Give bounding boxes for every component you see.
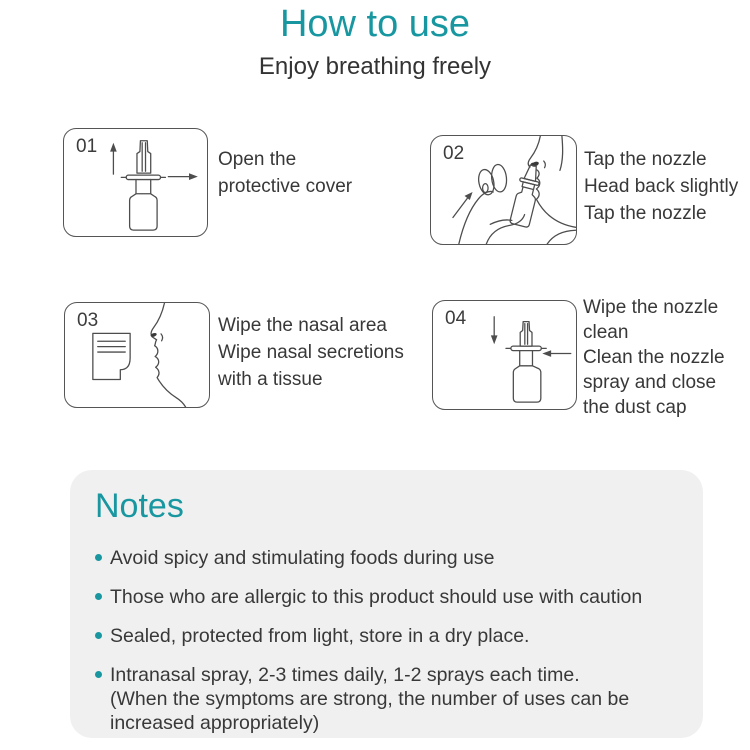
step-number: 03 [77,310,99,331]
note-text-line: increased appropriately) [110,712,320,734]
note-item [95,585,679,609]
page-title: How to use [279,3,471,45]
step-text-line: protective cover [218,176,353,197]
bullet-dot-icon [95,593,102,600]
face-profile-icon [150,303,185,407]
note-text-line: Those who are allergic to this product should use with caution [110,586,643,608]
step-text-line: with a tissue [218,369,323,390]
step-text-line: spray and close [583,372,717,393]
right-arrow-icon [168,173,197,180]
step-04-text [583,295,725,420]
tissue-icon [93,333,130,379]
note-text-line: (When the symptoms are strong, the number of uses can be [110,688,630,710]
note-item [95,624,679,648]
step-02-card [430,135,577,245]
protective-cap-icon [137,141,151,173]
note-text-line: Intranasal spray, 2-3 times daily, 1-2 sprays each time. [110,664,580,686]
bullet-dot-icon [95,554,102,561]
step-text-line: the dust cap [583,397,687,418]
step-text-line: Tap the nozzle [584,149,707,170]
notes-panel [70,470,703,738]
note-item [95,546,679,570]
step-text-line: clean [583,322,629,343]
step-text-line: Tap the nozzle [584,203,707,224]
step-number: 02 [443,143,465,164]
bullet-dot-icon [95,632,102,639]
step-04-card [432,300,577,410]
step-text-line: Clean the nozzle [583,347,725,368]
spray-bottle-icon [121,175,165,230]
spray-bottle-icon [506,322,546,403]
step-number: 01 [76,136,98,157]
step-03-card [64,302,210,408]
step-text-line: Wipe the nozzle [583,297,719,318]
notes-list [95,546,679,735]
up-arrow-icon [110,143,117,174]
page-subtitle: Enjoy breathing freely [258,53,492,80]
step-text-line: Head back slightly [584,176,739,197]
step-01-text [218,146,352,200]
note-item [95,663,679,735]
face-profile-icon [528,136,575,244]
step-text-line: Open the [218,149,297,170]
step-03-text [218,312,404,393]
step-text-line: Wipe nasal secretions [218,342,404,363]
bullet-dot-icon [95,671,102,678]
note-text-line: Avoid spicy and stimulating foods during use [110,547,495,569]
step-text-line: Wipe the nasal area [218,315,387,336]
left-arrow-icon [542,350,570,357]
step-02-text [584,146,738,227]
step-number: 04 [445,308,467,329]
notes-heading: Notes [95,487,184,525]
step-01-card [63,128,208,237]
note-text-line: Sealed, protected from light, store in a dry place. [110,625,530,647]
down-arrow-icon [491,317,498,344]
